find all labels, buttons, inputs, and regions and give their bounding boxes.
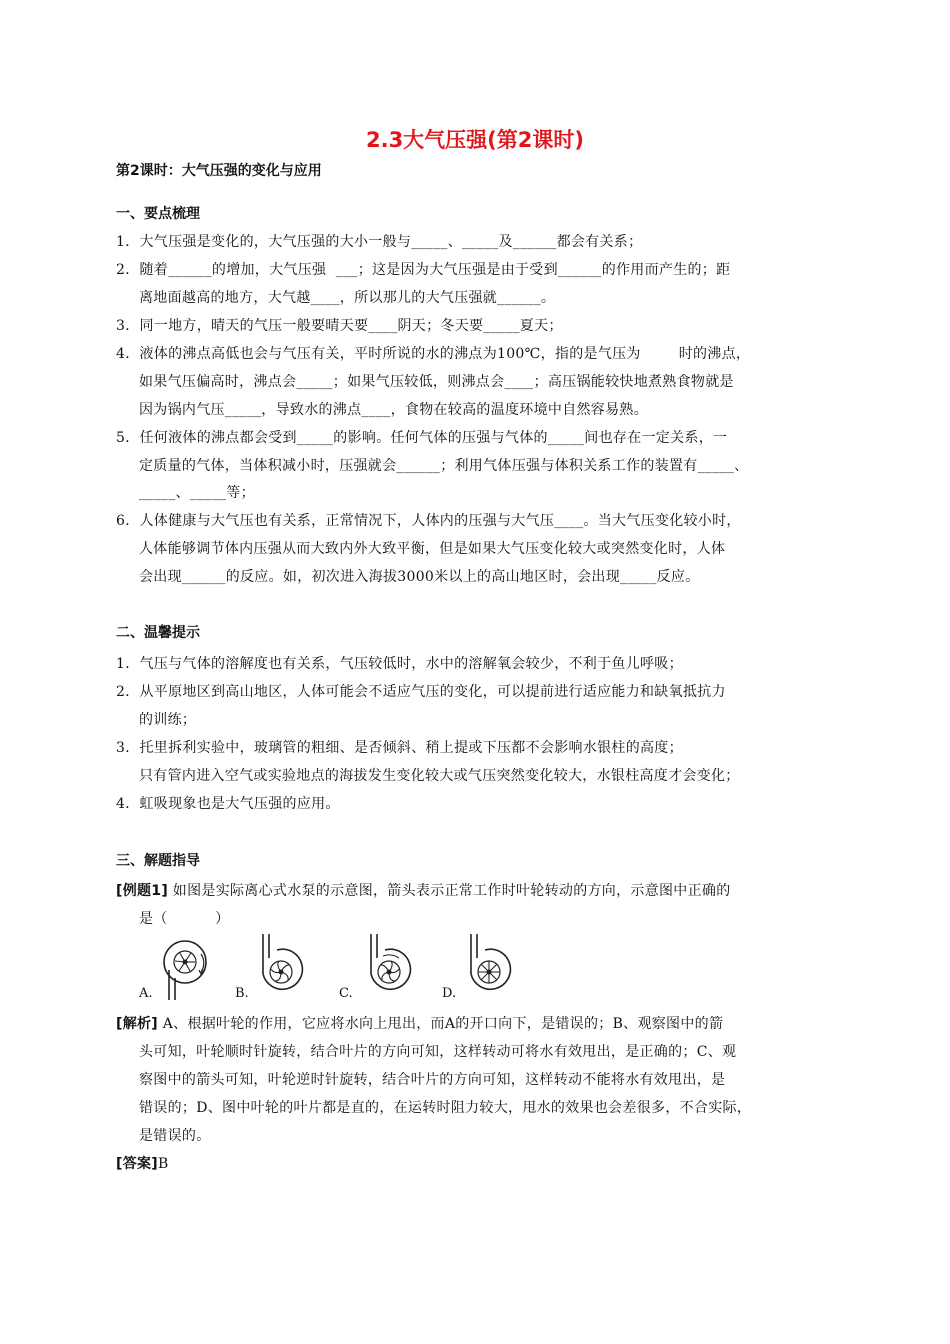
analysis-line (116, 1013, 723, 1033)
s1-line: 人体能够调节体内压强从而大致内外大致平衡，但是如果大气压变化较大或突然变化时，人体 (139, 541, 726, 557)
page-title: 2.3大气压强(第2课时) (365, 128, 584, 152)
option-c-label: C. (339, 986, 353, 1001)
s2-line: 2．从平原地区到高山地区，人体可能会不适应气压的变化，可以提前进行适应能力和缺氧抵抗力 (116, 684, 726, 700)
s1-line: 定质量的气体，当体积减小时，压强就会______；利用气体压强与体积关系工作的装置有_____、 (139, 458, 749, 474)
s2-line: 3．托里拆利实验中，玻璃管的粗细、是否倾斜、稍上提或下压都不会影响水银柱的高度； (116, 740, 683, 756)
section2-heading: 二、温馨提示 (116, 625, 200, 641)
analysis-label: [解析] (116, 1016, 158, 1032)
s2-line: 1．气压与气体的溶解度也有关系，气压较低时，水中的溶解氧会较少，不利于鱼儿呼吸； (116, 656, 683, 672)
lesson-subtitle: 第2课时：大气压强的变化与应用 (116, 163, 322, 179)
answer-value: B (158, 1156, 169, 1172)
s1-line: 因为锅内气压_____，导致水的沸点____，食物在较高的温度环境中自然容易熟。 (139, 402, 648, 418)
s1-line: 6．人体健康与大气压也有关系，正常情况下，人体内的压强与大气压____。当大气压变化较小时， (116, 513, 741, 529)
option-d-label: D. (442, 986, 457, 1001)
s1-line: 离地面越高的地方，大气越____，所以那儿的大气压强就______。 (139, 290, 556, 306)
s2-line: 只有管内进入空气或实验地点的海拔发生变化较大或气压突然变化较大，水银柱高度才会变化； (139, 768, 740, 784)
s1-line: _____、_____等； (139, 485, 255, 501)
s1-line: 3．同一地方，晴天的气压一般要晴天要____阴天；冬天要_____夏天； (116, 318, 563, 334)
answer-label: [答案] (116, 1156, 158, 1172)
example-label: [例题1] (116, 883, 169, 899)
analysis-text: A、根据叶轮的作用，它应将水向上甩出，而A的开口向下，是错误的；B、观察图中的箭 (158, 1016, 724, 1032)
s2-line: 4．虹吸现象也是大气压强的应用。 (116, 796, 340, 812)
option-b-label: B. (235, 986, 249, 1001)
analysis-line: 错误的；D、图中叶轮的叶片都是直的，在运转时阻力较大，甩水的效果也会差很多，不合实际， (139, 1100, 752, 1116)
pump-diagram-b (257, 934, 307, 1000)
s1-line: 如果气压偏高时，沸点会_____；如果气压较低，则沸点会____；高压锅能较快地煮熟食物就是 (139, 374, 734, 390)
pump-figures (139, 934, 539, 1004)
example-line-2: 是（ ） (139, 911, 230, 927)
analysis-line: 察图中的箭头可知，叶轮逆时针旋转，结合叶片的方向可知，这样转动不能将水有效甩出，是 (139, 1072, 726, 1088)
option-a-label: A. (139, 986, 153, 1001)
s1-line: 会出现______的反应。如，初次进入海拔3000米以上的高山地区时，会出现_____反应。 (139, 569, 700, 585)
answer-line (116, 1153, 169, 1173)
s1-line: 5．任何液体的沸点都会受到_____的影响。任何气体的压强与气体的_____间也存在一定关系，一 (116, 430, 728, 446)
s1-line: 1．大气压强是变化的，大气压强的大小一般与_____、_____及______都会有关系； (116, 234, 643, 250)
analysis-line: 是错误的。 (139, 1128, 211, 1144)
section3-heading: 三、解题指导 (116, 853, 200, 869)
section1-heading: 一、要点梳理 (116, 206, 200, 222)
s1-line: 2．随着______的增加，大气压强 ___；这是因为大气压强是由于受到______的作用而产生的；距 (116, 262, 731, 278)
pump-diagram-a (161, 934, 211, 1000)
pump-diagram-d (465, 934, 515, 1000)
example-text: 如图是实际离心式水泵的示意图，箭头表示正常工作时叶轮转动的方向，示意图中正确的 (168, 883, 731, 899)
s2-line: 的训练； (139, 712, 197, 728)
pump-diagram-c (365, 934, 415, 1000)
analysis-line: 头可知，叶轮顺时针旋转，结合叶片的方向可知，这样转动可将水有效甩出，是正确的；C、观 (139, 1044, 737, 1060)
s1-line: 4．液体的沸点高低也会与气压有关，平时所说的水的沸点为100℃，指的是气压为 时的沸点， (116, 346, 751, 362)
example-line (116, 880, 731, 900)
